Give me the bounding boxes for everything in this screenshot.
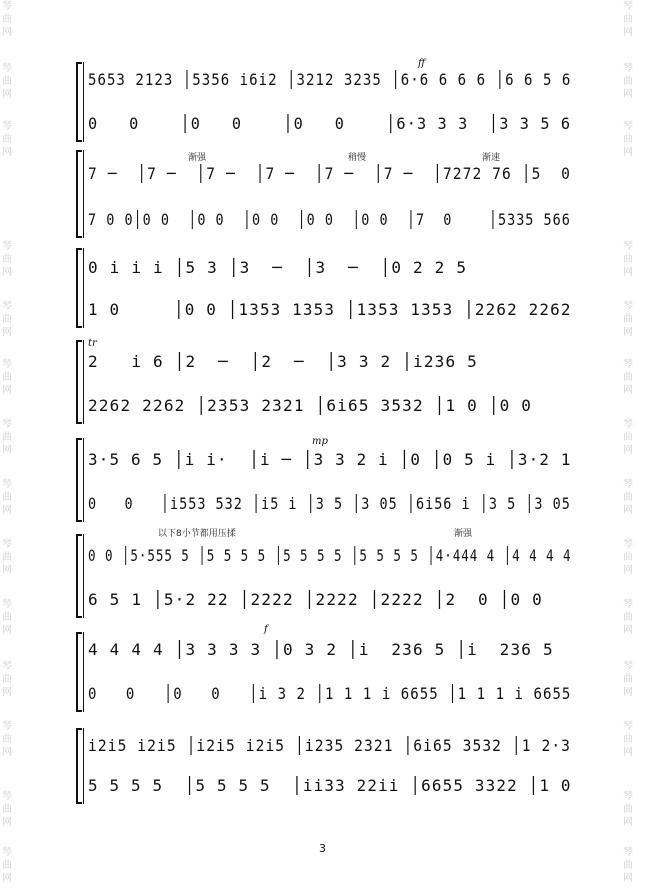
watermark-group: 琴 曲 网 — [2, 599, 12, 636]
upper-notes: i2i5 i2i5 │i2i5 i2i5 │i235 2321 │6i65 3532 │1 2·3 — [88, 736, 572, 755]
dynamic-mark: mp — [312, 436, 328, 447]
upper-notes: 4 4 4 4 │3 3 3 3 │0 3 2 │i 236 5 │i 236 5 — [88, 640, 554, 659]
watermark-group: 琴 曲 网 — [2, 661, 12, 698]
lower-notes: 0 0 │0 0 │0 0 │6·3 3 3 │3 3 5 6 — [88, 114, 572, 133]
system-brace — [76, 340, 82, 424]
upper-staff — [88, 730, 571, 766]
lower-staff — [88, 584, 571, 620]
watermark-group: 琴 曲 网 — [2, 1, 12, 38]
system-barline — [83, 340, 84, 424]
watermark-group: 琴 曲 网 — [2, 479, 12, 516]
dynamic-mark: ff — [418, 58, 426, 69]
expression-mark: 以下8小节都用压揉 — [158, 529, 236, 539]
upper-staff — [88, 346, 571, 382]
system-barline — [83, 534, 84, 618]
upper-notes: 0 i i i │5 3 │3 ─ │3 ─ │0 2 2 5 — [88, 258, 468, 277]
system-barline — [83, 728, 84, 804]
watermark-group: 琴 曲 网 — [2, 791, 12, 828]
watermark-group: 琴 曲 网 — [623, 539, 633, 576]
score-system — [76, 438, 571, 522]
upper-staff — [88, 444, 571, 480]
page-number: 3 — [319, 842, 326, 855]
watermark-group: 琴 曲 网 — [2, 63, 12, 100]
lower-notes: 0 0 │i553 532 │i5 i │3 5 │3 05 │6i56 i │3 5 │3 05 — [88, 494, 571, 513]
watermark-group: 琴 曲 网 — [623, 791, 633, 828]
upper-notes: 0 0 │5·555 5 │5 5 5 5 │5 5 5 5 │5 5 5 5 │4·444 4 │4 4 4 4 — [88, 546, 572, 565]
system-barline — [83, 438, 84, 522]
score-system — [76, 728, 571, 804]
system-brace — [76, 150, 82, 238]
watermark-group: 琴 曲 网 — [2, 359, 12, 396]
watermark-group: 琴 曲 网 — [623, 121, 633, 158]
score-system — [76, 340, 571, 424]
lower-notes: 2262 2262 │2353 2321 │6i65 3532 │1 0 │0 0 — [88, 396, 533, 415]
lower-staff — [88, 488, 571, 524]
watermark-left — [2, 0, 18, 891]
system-brace — [76, 632, 82, 712]
trill-mark: tr — [88, 338, 97, 349]
system-brace — [76, 248, 82, 328]
system-barline — [83, 150, 84, 238]
score-system — [76, 58, 572, 142]
lower-staff — [88, 770, 571, 806]
watermark-group: 琴 曲 网 — [623, 359, 633, 396]
upper-staff — [88, 64, 571, 100]
watermark-group: 琴 曲 网 — [623, 419, 633, 456]
watermark-group: 琴 曲 网 — [2, 241, 12, 278]
lower-staff — [88, 108, 571, 144]
lower-staff — [88, 294, 571, 330]
system-brace — [76, 728, 82, 804]
lower-notes: 0 0 │0 0 │i 3 2 │1 1 1 i 6655 │1 1 1 i 6655 — [88, 684, 572, 703]
lower-notes: 7 0 0│0 0 │0 0 │0 0 │0 0 │0 0 │7 0 │5335 566 — [88, 210, 571, 229]
system-brace — [76, 62, 82, 142]
watermark-group: 琴 曲 网 — [2, 301, 12, 338]
upper-notes: 3·5 6 5 │i i· │i ─ │3 3 2 i │0 │0 5 i │3·2 1 — [88, 450, 572, 469]
watermark-group: 琴 曲 网 — [623, 479, 633, 516]
upper-notes: 2 i 6 │2 ─ │2 ─ │3 3 2 │i236 5 — [88, 352, 478, 371]
watermark-group: 琴 曲 网 — [2, 121, 12, 158]
dynamic-mark: f — [264, 624, 268, 635]
upper-notes: 7 ─ │7 ─ │7 ─ │7 ─ │7 ─ │7 ─ │7272 76 │5 0 — [88, 164, 572, 183]
score-system — [76, 529, 572, 618]
watermark-group: 琴 曲 网 — [623, 661, 633, 698]
system-brace — [76, 438, 82, 522]
watermark-group: 琴 曲 网 — [2, 419, 12, 456]
system-barline — [83, 632, 84, 712]
lower-staff — [88, 678, 571, 714]
lower-staff — [88, 390, 571, 426]
watermark-group: 琴 曲 网 — [623, 63, 633, 100]
watermark-group: 琴 曲 网 — [623, 301, 633, 338]
watermark-group: 琴 曲 网 — [623, 847, 633, 884]
lower-staff — [88, 204, 571, 240]
expression-mark: 渐强 — [188, 153, 207, 163]
system-barline — [83, 62, 84, 142]
watermark-group: 琴 曲 网 — [2, 721, 12, 758]
system-barline — [83, 248, 84, 328]
upper-staff — [88, 634, 571, 670]
watermark-group: 琴 曲 网 — [623, 1, 633, 38]
watermark-group: 琴 曲 网 — [623, 241, 633, 278]
score-system — [76, 150, 571, 238]
watermark-group: 琴 曲 网 — [623, 599, 633, 636]
score-system — [76, 248, 571, 328]
upper-staff — [88, 540, 571, 576]
score-system — [76, 624, 572, 712]
expression-mark: 渐强 — [454, 529, 473, 539]
lower-notes: 1 0 │0 0 │1353 1353 │1353 1353 │2262 2262 — [88, 300, 572, 319]
watermark-group: 琴 曲 网 — [623, 721, 633, 758]
system-brace — [76, 534, 82, 618]
watermark-group: 琴 曲 网 — [2, 539, 12, 576]
upper-staff — [88, 158, 571, 194]
lower-notes: 5 5 5 5 │5 5 5 5 │ii33 22ii │6655 3322 │1 0 — [88, 776, 572, 795]
watermark-right — [623, 0, 639, 891]
expression-mark: 稍慢 — [348, 153, 367, 163]
upper-notes: 5653 2123 │5356 i6i2 │3212 3235 │6·6 6 6 6 │6 6 5 6 — [88, 70, 572, 89]
watermark-group: 琴 曲 网 — [2, 847, 12, 884]
lower-notes: 6 5 1 │5·2 22 │2222 │2222 │2222 │2 0 │0 0 — [88, 590, 543, 609]
upper-staff — [88, 252, 571, 288]
expression-mark: 渐速 — [482, 153, 501, 163]
